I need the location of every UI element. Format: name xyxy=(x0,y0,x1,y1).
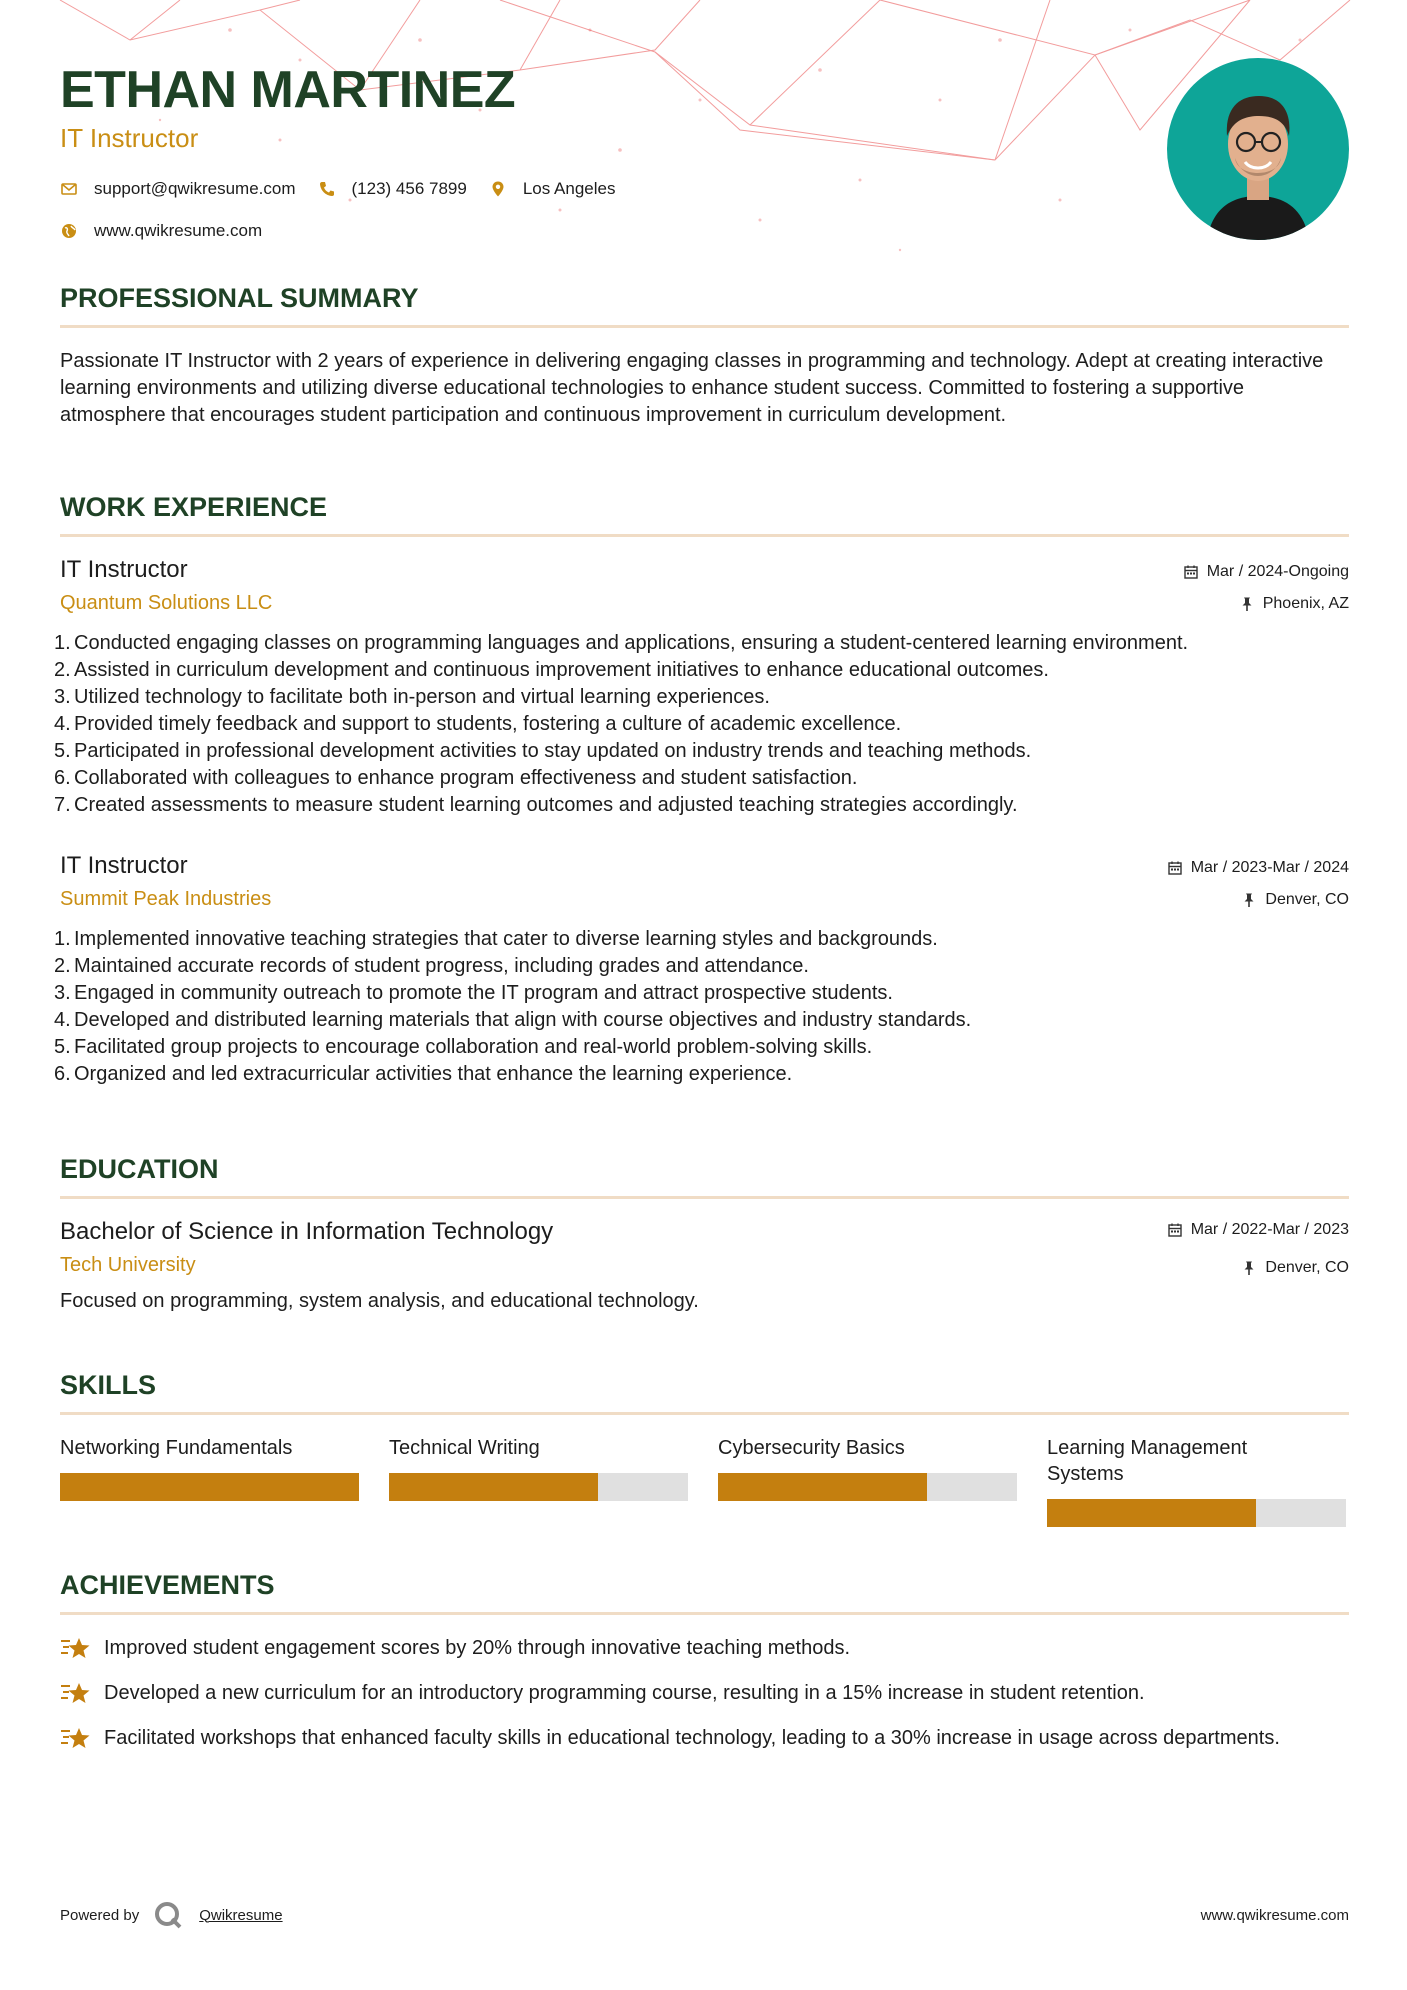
achievement-text: Improved student engagement scores by 20% through innovative teaching methods. xyxy=(104,1637,851,1659)
location-text: Los Angeles xyxy=(522,179,616,198)
education-meta xyxy=(1167,1219,1349,1289)
list-item: 5. Participated in professional development activities to stay updated on industry trends and teaching methods. xyxy=(54,740,1032,762)
list-item: 6. Collaborated with colleagues to enhance program effectiveness and student satisfaction. xyxy=(54,767,858,789)
skill-label: Technical Writing xyxy=(389,1437,540,1459)
list-item: 4. Developed and distributed learning materials that align with course objectives and industry standards. xyxy=(54,1009,972,1031)
contact-row-secondary xyxy=(60,218,1160,244)
pushpin-icon xyxy=(1239,596,1255,612)
achievements-list xyxy=(60,1635,1349,1753)
summary-heading: PROFESSIONAL SUMMARY xyxy=(60,283,419,313)
job-dates-text: Mar / 2024-Ongoing xyxy=(1206,563,1349,580)
skill-bar-fill xyxy=(60,1473,359,1501)
degree-title: Bachelor of Science in Information Technology xyxy=(60,1218,554,1245)
skill-bar-fill xyxy=(718,1473,927,1501)
list-item: 2. Assisted in curriculum development and continuous improvement initiatives to enhance educational outcomes. xyxy=(54,659,1049,681)
achievements-section xyxy=(60,1568,1349,1770)
list-item: 1. Conducted engaging classes on programming languages and applications, ensuring a student-centered learning environment. xyxy=(54,632,1189,654)
calendar-icon xyxy=(1167,1222,1183,1238)
education-dates-text: Mar / 2022-Mar / 2023 xyxy=(1190,1221,1349,1238)
job-entry-1 xyxy=(54,555,1349,819)
job-company: Summit Peak Industries xyxy=(60,888,272,910)
pushpin-icon xyxy=(1241,1260,1257,1276)
education-dates xyxy=(1167,1219,1349,1241)
website-text: www.qwikresume.com xyxy=(94,221,263,240)
education-location xyxy=(1167,1257,1349,1279)
job-dates xyxy=(1167,857,1349,879)
resume-header xyxy=(60,60,1160,260)
shooting-star-icon xyxy=(60,1680,92,1708)
skill-item xyxy=(1047,1435,1346,1527)
phone-icon xyxy=(318,180,336,198)
skills-divider xyxy=(60,1412,1349,1415)
skill-label: Cybersecurity Basics xyxy=(718,1437,905,1459)
skill-label: Learning Management Systems xyxy=(1047,1437,1248,1485)
brand-link[interactable]: Qwikresume xyxy=(199,1906,283,1924)
list-item: 3. Engaged in community outreach to promote the IT program and attract prospective students. xyxy=(54,982,893,1004)
list-item: 7. Created assessments to measure student learning outcomes and adjusted teaching strategies accordingly. xyxy=(54,794,1018,816)
experience-heading: WORK EXPERIENCE xyxy=(60,492,328,522)
achievement-item xyxy=(60,1680,1349,1708)
skill-bar xyxy=(718,1473,1017,1501)
job-meta xyxy=(1167,857,1349,921)
list-item: 2. Maintained accurate records of student progress, including grades and attendance. xyxy=(54,955,809,977)
list-item: 1. Implemented innovative teaching strategies that cater to diverse learning styles and backgrounds. xyxy=(54,928,938,950)
qwikresume-logo-icon xyxy=(153,1900,183,1930)
experience-divider xyxy=(60,534,1349,537)
achievement-item xyxy=(60,1725,1349,1753)
job-dates-text: Mar / 2023-Mar / 2024 xyxy=(1190,859,1349,876)
avatar-portrait xyxy=(1167,58,1349,240)
job-location-text: Denver, CO xyxy=(1265,891,1349,908)
envelope-icon xyxy=(60,180,78,198)
shooting-star-icon xyxy=(60,1635,92,1663)
skill-bar-fill xyxy=(389,1473,598,1501)
list-item: 3. Utilized technology to facilitate both in-person and virtual learning experiences. xyxy=(54,686,770,708)
list-item: 5. Facilitated group projects to encourage collaboration and real-world problem-solving skills. xyxy=(54,1036,873,1058)
job-title: IT Instructor xyxy=(60,852,188,879)
achievement-text: Facilitated workshops that enhanced faculty skills in educational technology, leading to a 30% increase in usage across departments. xyxy=(104,1727,1280,1749)
job-dates xyxy=(1183,561,1349,583)
powered-by-label: Powered by xyxy=(60,1906,140,1924)
education-divider xyxy=(60,1196,1349,1199)
skill-item xyxy=(389,1435,688,1527)
education-description: Focused on programming, system analysis, and educational technology. xyxy=(60,1290,699,1312)
job-company: Quantum Solutions LLC xyxy=(60,592,273,614)
skill-bar xyxy=(1047,1499,1346,1527)
school-name: Tech University xyxy=(60,1254,196,1276)
education-heading: EDUCATION xyxy=(60,1154,219,1184)
achievements-divider xyxy=(60,1612,1349,1615)
skill-item xyxy=(718,1435,1017,1527)
candidate-role: IT Instructor xyxy=(60,123,199,153)
page-footer xyxy=(60,1900,1349,1930)
contact-location xyxy=(489,179,616,199)
job-responsibilities xyxy=(54,926,1349,1088)
contact-row-primary xyxy=(60,176,1160,202)
map-pin-icon xyxy=(489,180,507,198)
skills-heading: SKILLS xyxy=(60,1370,157,1400)
experience-section xyxy=(54,490,1349,1088)
job-meta xyxy=(1183,561,1349,625)
contact-info xyxy=(60,176,1160,244)
calendar-icon xyxy=(1167,860,1183,876)
pushpin-icon xyxy=(1241,892,1257,908)
education-entry xyxy=(60,1217,1349,1315)
email-text: support@qwikresume.com xyxy=(94,179,296,198)
list-item: 6. Organized and led extracurricular activities that enhance the learning experience. xyxy=(54,1063,793,1085)
candidate-name: ETHAN MARTINEZ xyxy=(60,61,516,119)
achievement-text: Developed a new curriculum for an introductory programming course, resulting in a 15% increase in student retention. xyxy=(104,1682,1145,1704)
job-location xyxy=(1167,889,1349,911)
summary-divider xyxy=(60,325,1349,328)
contact-email[interactable] xyxy=(60,179,296,199)
job-location xyxy=(1183,593,1349,615)
education-section xyxy=(60,1152,1349,1315)
job-responsibilities xyxy=(54,630,1349,819)
skill-bar xyxy=(389,1473,688,1501)
skill-bar-fill xyxy=(1047,1499,1256,1527)
skill-bar xyxy=(60,1473,359,1501)
job-entry-2 xyxy=(54,851,1349,1088)
summary-section xyxy=(60,281,1349,429)
achievement-item xyxy=(60,1635,1349,1663)
skill-item xyxy=(60,1435,359,1527)
skills-list xyxy=(60,1435,1349,1527)
summary-text: Passionate IT Instructor with 2 years of experience in delivering engaging classes in programming and technology. Adept at creating interactive learning environments and utilizing diverse educational technologies to enhance student success. Committed to fostering a supportive atmosphere that encourages student participation and continuous improvement in curriculum development. xyxy=(60,350,1324,426)
skill-label: Networking Fundamentals xyxy=(60,1437,293,1459)
skills-section xyxy=(60,1368,1349,1527)
education-location-text: Denver, CO xyxy=(1265,1259,1349,1276)
job-location-text: Phoenix, AZ xyxy=(1262,595,1349,612)
profile-photo xyxy=(1167,58,1349,240)
shooting-star-icon xyxy=(60,1725,92,1753)
phone-text: (123) 456 7899 xyxy=(351,179,467,198)
globe-icon xyxy=(60,222,78,240)
contact-website[interactable] xyxy=(60,221,262,241)
list-item: 4. Provided timely feedback and support to students, fostering a culture of academic excellence. xyxy=(54,713,902,735)
calendar-icon xyxy=(1183,564,1199,580)
contact-phone[interactable] xyxy=(318,179,467,199)
job-title: IT Instructor xyxy=(60,556,188,583)
footer-website-link[interactable]: www.qwikresume.com xyxy=(1200,1906,1349,1924)
achievements-heading: ACHIEVEMENTS xyxy=(60,1570,275,1600)
